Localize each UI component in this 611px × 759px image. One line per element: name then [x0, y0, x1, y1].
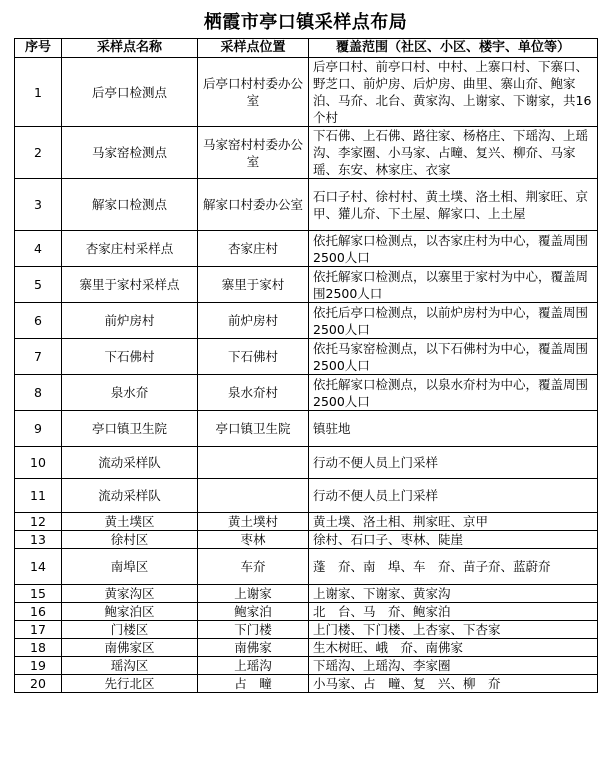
- table-body: [15, 58, 598, 693]
- row-index: 17: [15, 621, 62, 639]
- row-point-name: 南佛家区: [62, 639, 198, 657]
- row-point-name: 黄家沟区: [62, 585, 198, 603]
- document-title: 栖霞市亭口镇采样点布局: [203, 12, 408, 33]
- row-index: 16: [15, 603, 62, 621]
- row-index: 12: [15, 513, 62, 531]
- row-coverage: 生木树旺、峨 夼、南佛家: [309, 639, 598, 657]
- row-coverage: 依托解家口检测点，以泉水夼村为中心，覆盖周围2500人口: [309, 375, 598, 411]
- row-point-location: [198, 479, 309, 513]
- row-point-name: 流动采样队: [62, 479, 198, 513]
- row-point-name: 后亭口检测点: [62, 58, 198, 127]
- row-point-name: 流动采样队: [62, 447, 198, 479]
- row-coverage: 下石佛、上石佛、路往家、杨格庄、下瑶沟、上瑶沟、李家圈、小马家、占疃、复兴、柳夼、马家瑶、东安、林家庄、衣家: [309, 127, 598, 179]
- row-coverage: 镇驻地: [309, 411, 598, 447]
- row-point-location: 上谢家: [198, 585, 309, 603]
- table-row: [15, 621, 598, 639]
- row-point-name: 鲍家泊区: [62, 603, 198, 621]
- row-index: 9: [15, 411, 62, 447]
- row-coverage: 依托解家口检测点，以寨里于家村为中心，覆盖周围2500人口: [309, 267, 598, 303]
- row-point-location: [198, 447, 309, 479]
- table-row: [15, 127, 598, 179]
- row-point-location: 亭口镇卫生院: [198, 411, 309, 447]
- table-row: [15, 675, 598, 693]
- row-coverage: 行动不便人员上门采样: [309, 479, 598, 513]
- sampling-point-table: [14, 38, 598, 693]
- table-row: [15, 58, 598, 127]
- table-row: [15, 447, 598, 479]
- table-row: [15, 513, 598, 531]
- row-coverage: 依托后亭口检测点，以前炉房村为中心，覆盖周围2500人口: [309, 303, 598, 339]
- row-coverage: 行动不便人员上门采样: [309, 447, 598, 479]
- row-point-location: 寨里于家村: [198, 267, 309, 303]
- row-point-name: 前炉房村: [62, 303, 198, 339]
- row-coverage: 下瑶沟、上瑶沟、李家圈: [309, 657, 598, 675]
- row-point-name: 亭口镇卫生院: [62, 411, 198, 447]
- row-point-location: 下门楼: [198, 621, 309, 639]
- row-coverage: 依托马家窑检测点，以下石佛村为中心，覆盖周围2500人口: [309, 339, 598, 375]
- table-row: [15, 531, 598, 549]
- row-index: 11: [15, 479, 62, 513]
- row-coverage: 依托解家口检测点，以杏家庄村为中心，覆盖周围2500人口: [309, 231, 598, 267]
- table-row: [15, 479, 598, 513]
- row-coverage: 石口子村、徐村村、黄土墣、洛土相、荆家旺、京甲、獾儿夼、下土屋、解家口、上土屋: [309, 179, 598, 231]
- table-row: [15, 231, 598, 267]
- header-coverage: 覆盖范围（社区、小区、楼宇、单位等）: [309, 39, 598, 58]
- row-point-location: 占 疃: [198, 675, 309, 693]
- row-coverage: 上谢家、下谢家、黄家沟: [309, 585, 598, 603]
- row-point-location: 马家窑村村委办公室: [198, 127, 309, 179]
- row-point-name: 杏家庄村采样点: [62, 231, 198, 267]
- row-point-name: 下石佛村: [62, 339, 198, 375]
- row-coverage: 后亭口村、前亭口村、中村、上寨口村、下寨口、野芝口、前炉房、后炉房、曲里、寨山夼、鲍家泊、马夼、北台、黄家沟、上谢家、下谢家，共16个村: [309, 58, 598, 127]
- header-point-location: 采样点位置: [198, 39, 309, 58]
- row-point-location: 车夼: [198, 549, 309, 585]
- table-row: [15, 179, 598, 231]
- row-point-name: 黄土墣区: [62, 513, 198, 531]
- table-header-row: [15, 39, 598, 58]
- row-index: 14: [15, 549, 62, 585]
- row-index: 1: [15, 58, 62, 127]
- row-coverage: 徐村、石口子、枣林、陡崖: [309, 531, 598, 549]
- row-coverage: 上门楼、下门楼、上杏家、下杏家: [309, 621, 598, 639]
- row-point-name: 马家窑检测点: [62, 127, 198, 179]
- row-point-location: 前炉房村: [198, 303, 309, 339]
- row-index: 3: [15, 179, 62, 231]
- table-row: [15, 411, 598, 447]
- table-row: [15, 375, 598, 411]
- row-point-location: 黄土墣村: [198, 513, 309, 531]
- row-index: 15: [15, 585, 62, 603]
- table-row: [15, 303, 598, 339]
- table-row: [15, 267, 598, 303]
- row-point-location: 南佛家: [198, 639, 309, 657]
- row-index: 8: [15, 375, 62, 411]
- row-index: 4: [15, 231, 62, 267]
- row-point-name: 瑶沟区: [62, 657, 198, 675]
- row-index: 5: [15, 267, 62, 303]
- row-point-name: 泉水夼: [62, 375, 198, 411]
- row-coverage: 北 台、马 夼、鲍家泊: [309, 603, 598, 621]
- row-point-location: 下石佛村: [198, 339, 309, 375]
- row-index: 6: [15, 303, 62, 339]
- row-index: 19: [15, 657, 62, 675]
- row-index: 18: [15, 639, 62, 657]
- row-index: 20: [15, 675, 62, 693]
- row-point-name: 寨里于家村采样点: [62, 267, 198, 303]
- header-index: 序号: [15, 39, 62, 58]
- table-row: [15, 603, 598, 621]
- row-coverage: 黄土墣、洛土相、荆家旺、京甲: [309, 513, 598, 531]
- row-coverage: 小马家、占 疃、复 兴、柳 夼: [309, 675, 598, 693]
- table-row: [15, 585, 598, 603]
- row-point-location: 解家口村委办公室: [198, 179, 309, 231]
- header-point-name: 采样点名称: [62, 39, 198, 58]
- row-point-location: 上瑶沟: [198, 657, 309, 675]
- row-point-name: 徐村区: [62, 531, 198, 549]
- row-point-location: 后亭口村村委办公室: [198, 58, 309, 127]
- row-point-location: 泉水夼村: [198, 375, 309, 411]
- row-index: 13: [15, 531, 62, 549]
- row-point-name: 门楼区: [62, 621, 198, 639]
- table-row: [15, 339, 598, 375]
- table-row: [15, 639, 598, 657]
- row-point-location: 枣林: [198, 531, 309, 549]
- row-index: 10: [15, 447, 62, 479]
- row-point-name: 南埠区: [62, 549, 198, 585]
- row-index: 7: [15, 339, 62, 375]
- table-row: [15, 549, 598, 585]
- row-point-location: 杏家庄村: [198, 231, 309, 267]
- table-row: [15, 657, 598, 675]
- row-index: 2: [15, 127, 62, 179]
- row-point-name: 先行北区: [62, 675, 198, 693]
- row-coverage: 蓬 夼、南 埠、车 夼、苗子夼、蓝蔚夼: [309, 549, 598, 585]
- row-point-location: 鲍家泊: [198, 603, 309, 621]
- row-point-name: 解家口检测点: [62, 179, 198, 231]
